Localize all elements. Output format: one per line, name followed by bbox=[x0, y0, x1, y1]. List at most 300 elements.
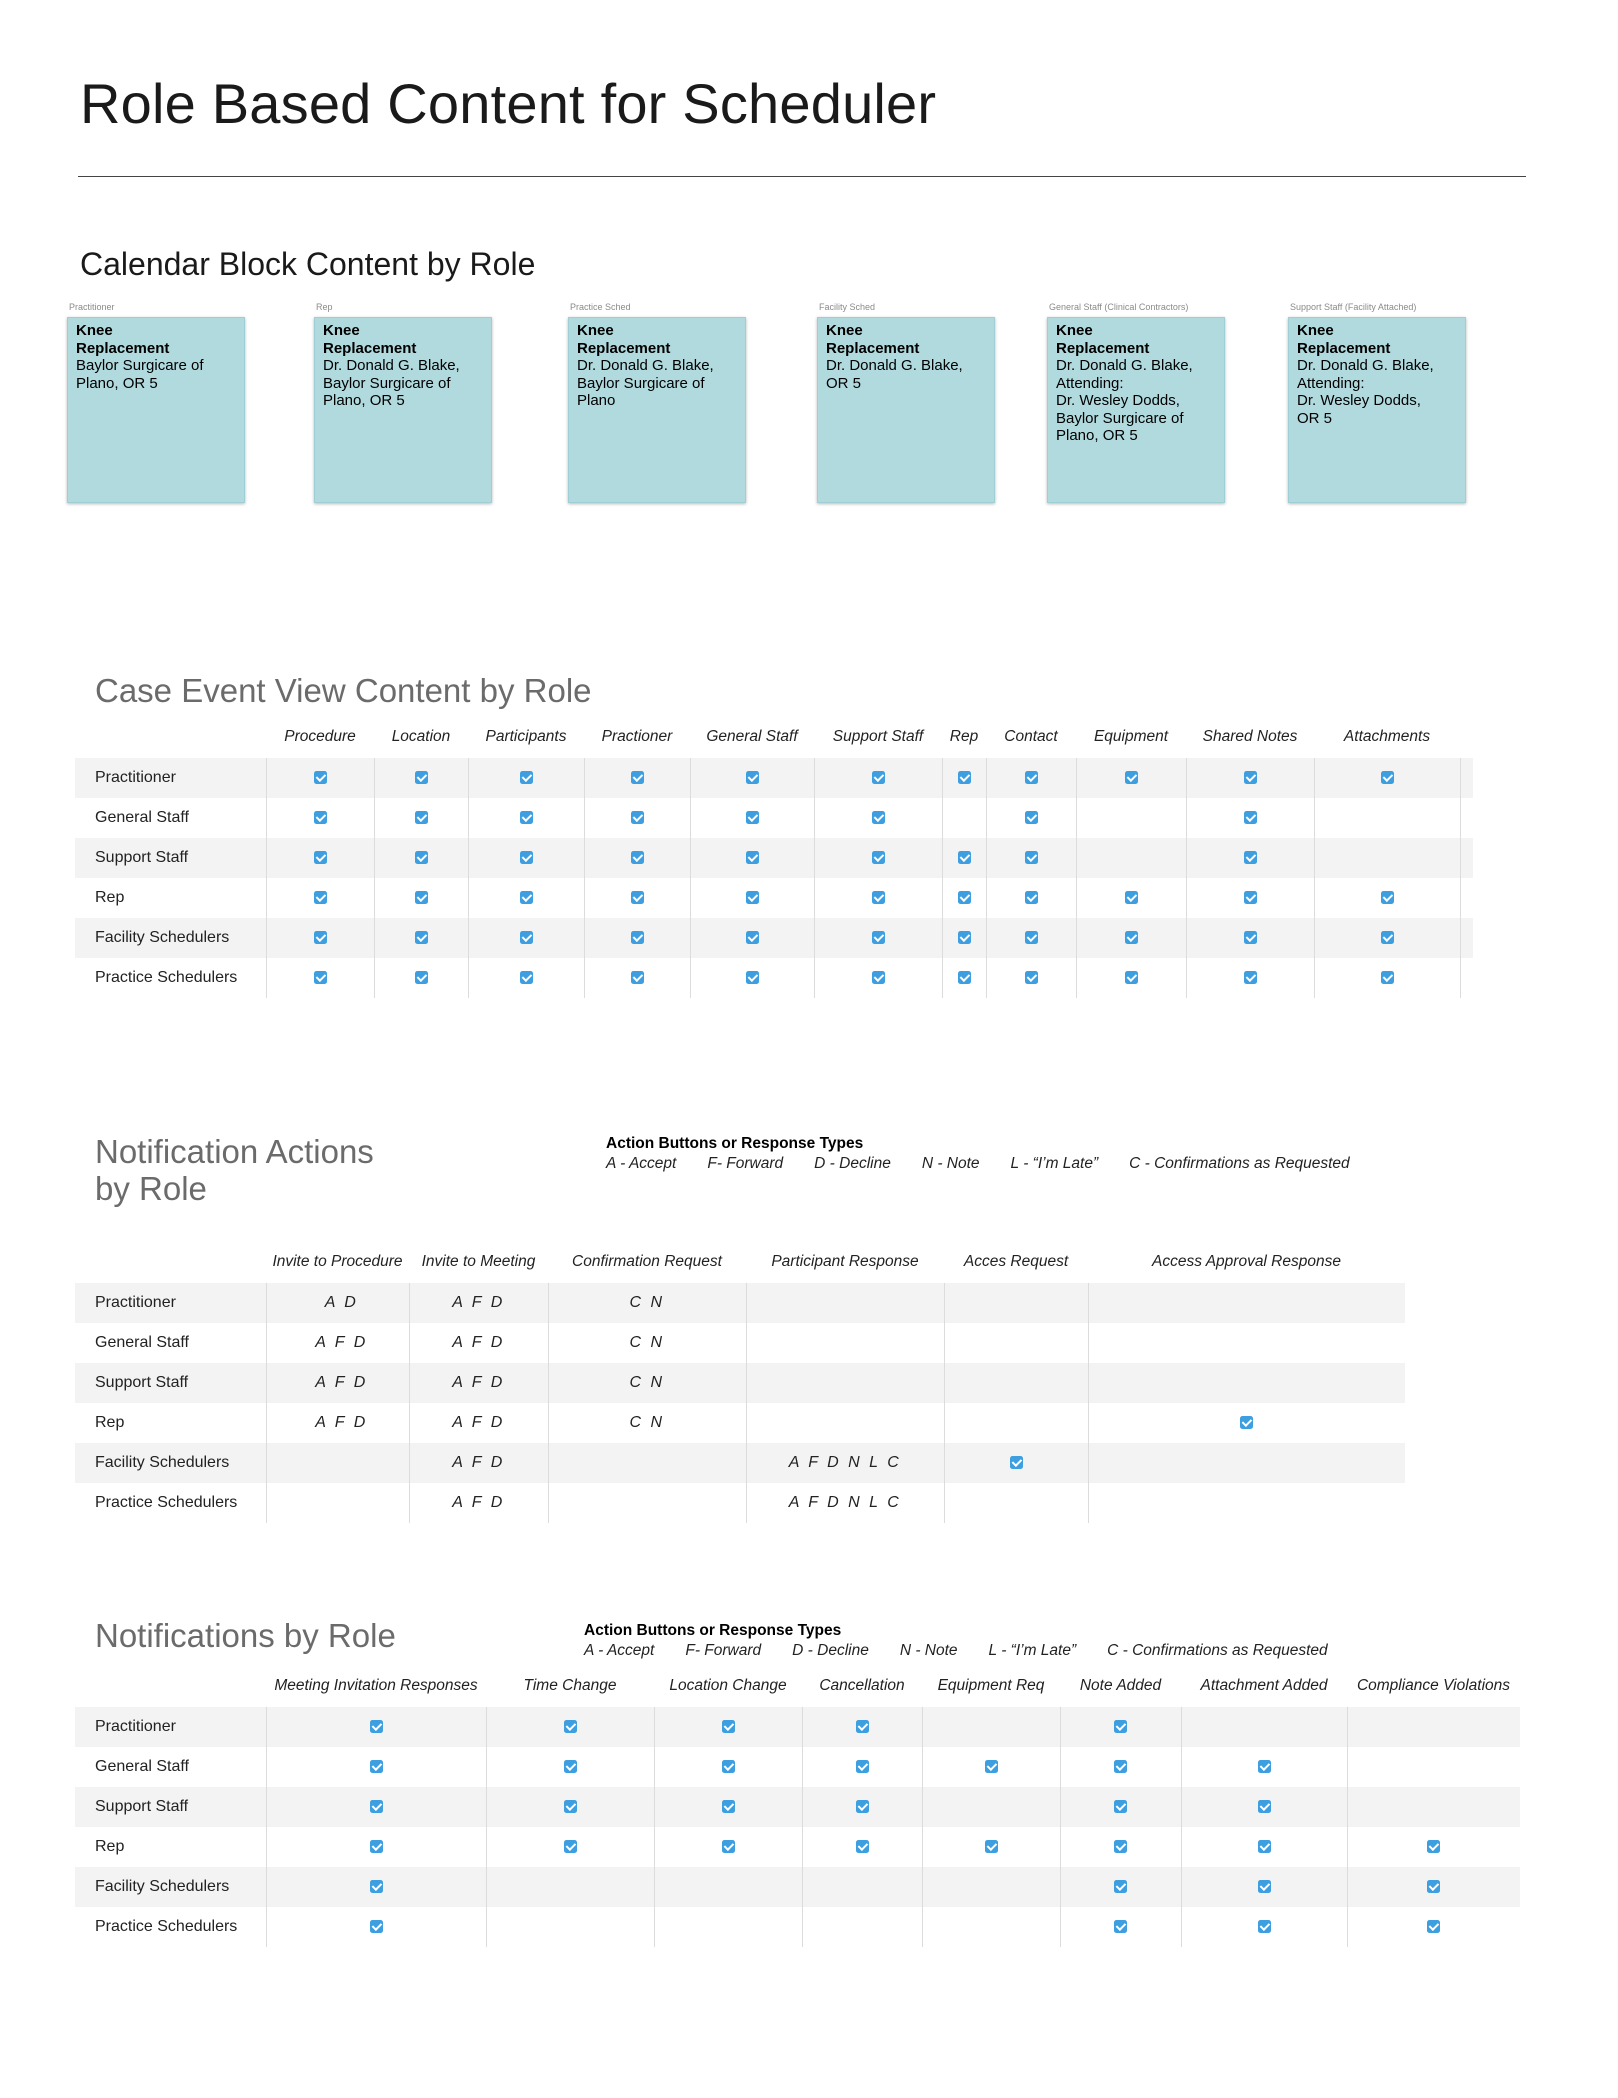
table-corner bbox=[75, 1253, 266, 1283]
card-detail-line: Dr. Wesley Dodds, bbox=[1297, 392, 1421, 409]
checkbox-icon[interactable] bbox=[1125, 891, 1138, 904]
legend-item: C - Confirmations as Requested bbox=[1129, 1155, 1350, 1172]
checkbox-icon[interactable] bbox=[314, 891, 327, 904]
table-cell bbox=[468, 878, 584, 918]
table-cell bbox=[548, 1483, 746, 1523]
table-cell bbox=[986, 798, 1076, 838]
checkbox-icon[interactable] bbox=[370, 1760, 383, 1773]
row-role-label: General Staff bbox=[95, 809, 189, 826]
table-cell bbox=[944, 1443, 1088, 1483]
checkbox-icon[interactable] bbox=[415, 931, 428, 944]
card-detail-line: Attending: bbox=[1297, 374, 1365, 392]
table-cell bbox=[814, 798, 942, 838]
action-codes: A F D bbox=[266, 1403, 409, 1443]
card-detail-line: Plano, OR 5 bbox=[1056, 427, 1138, 444]
table-cell bbox=[802, 1827, 922, 1867]
checkbox-icon[interactable] bbox=[1427, 1840, 1440, 1853]
checkbox-icon[interactable] bbox=[856, 1760, 869, 1773]
table-row bbox=[75, 1907, 1520, 1947]
action-codes: A D bbox=[266, 1283, 409, 1323]
checkbox-icon[interactable] bbox=[1025, 851, 1038, 864]
card-detail-line: Baylor Surgicare of bbox=[1056, 409, 1184, 427]
checkbox-icon[interactable] bbox=[1010, 1456, 1023, 1469]
notification-actions-heading-line2: by Role bbox=[95, 1170, 207, 1208]
row-role-label: Practitioner bbox=[75, 1707, 266, 1747]
calendar-block[interactable] bbox=[314, 317, 492, 503]
table-cell bbox=[746, 1403, 944, 1443]
checkbox-icon[interactable] bbox=[1244, 931, 1257, 944]
table-cell bbox=[266, 1443, 409, 1483]
checkbox-icon[interactable] bbox=[1025, 971, 1038, 984]
calendar-section-heading: Calendar Block Content by Role bbox=[80, 246, 536, 282]
card-title: Replacement bbox=[323, 339, 417, 357]
checkbox-icon[interactable] bbox=[1125, 931, 1138, 944]
table-cell bbox=[690, 918, 814, 958]
action-codes: A F D bbox=[409, 1403, 548, 1443]
action-codes: A F D N L C bbox=[746, 1443, 944, 1483]
card-role-label: Practitioner bbox=[69, 302, 115, 312]
checkbox-icon[interactable] bbox=[746, 971, 759, 984]
table-cell bbox=[584, 798, 690, 838]
row-role-label: Practice Schedulers bbox=[95, 1494, 238, 1511]
checkbox-icon[interactable] bbox=[564, 1720, 577, 1733]
table-cell bbox=[266, 1827, 486, 1867]
table-cell bbox=[1088, 1363, 1405, 1403]
checkbox-icon[interactable] bbox=[872, 891, 885, 904]
table-cell bbox=[1181, 1707, 1347, 1747]
table-cell bbox=[746, 1283, 944, 1323]
checkbox-icon[interactable] bbox=[722, 1720, 735, 1733]
table-cell bbox=[1181, 1907, 1347, 1947]
checkbox-icon[interactable] bbox=[958, 891, 971, 904]
table-cell bbox=[1088, 1403, 1405, 1443]
legend-item: D - Decline bbox=[814, 1155, 891, 1172]
checkbox-icon[interactable] bbox=[746, 891, 759, 904]
table-cell bbox=[266, 1483, 409, 1523]
calendar-block[interactable] bbox=[1047, 317, 1225, 503]
checkbox-icon[interactable] bbox=[564, 1840, 577, 1853]
table-cell bbox=[814, 838, 942, 878]
row-role-label: Rep bbox=[95, 889, 125, 906]
calendar-block[interactable] bbox=[568, 317, 746, 503]
checkbox-icon[interactable] bbox=[1114, 1720, 1127, 1733]
checkbox-icon[interactable] bbox=[746, 811, 759, 824]
checkbox-icon[interactable] bbox=[415, 771, 428, 784]
checkbox-icon[interactable] bbox=[415, 891, 428, 904]
page-title: Role Based Content for Scheduler bbox=[80, 72, 937, 135]
checkbox-icon[interactable] bbox=[872, 811, 885, 824]
checkbox-icon[interactable] bbox=[722, 1760, 735, 1773]
notification-actions-heading bbox=[95, 1133, 374, 1208]
card-detail-line: OR 5 bbox=[1297, 409, 1333, 427]
table-cell bbox=[802, 1907, 922, 1947]
column-header-acces-request: Acces Request bbox=[963, 1253, 1069, 1270]
table-cell bbox=[584, 918, 690, 958]
table-cell bbox=[802, 1867, 922, 1907]
card-title: Knee bbox=[826, 322, 863, 339]
table-row bbox=[75, 878, 1473, 918]
checkbox-icon[interactable] bbox=[1114, 1880, 1127, 1893]
table-cell bbox=[654, 1907, 802, 1947]
table-cell bbox=[266, 838, 374, 878]
column-header-equipment-req: Equipment Req bbox=[937, 1677, 1045, 1694]
table-row bbox=[75, 758, 1473, 798]
card-detail-line: Dr. Donald G. Blake, bbox=[1056, 357, 1193, 374]
checkbox-icon[interactable] bbox=[1381, 971, 1394, 984]
table-row bbox=[75, 1443, 1405, 1483]
table-corner bbox=[75, 728, 266, 758]
column-header-attachment-added: Attachment Added bbox=[1200, 1677, 1328, 1694]
table-cell bbox=[944, 1323, 1088, 1363]
table-row bbox=[75, 1483, 1405, 1523]
table-cell bbox=[1060, 1747, 1181, 1787]
checkbox-icon[interactable] bbox=[520, 851, 533, 864]
case-event-heading: Case Event View Content by Role bbox=[95, 672, 592, 709]
table-row bbox=[75, 1363, 1405, 1403]
row-role-label: Facility Schedulers bbox=[75, 1867, 266, 1907]
checkbox-icon[interactable] bbox=[631, 811, 644, 824]
card-role-label: Support Staff (Facility Attached) bbox=[1290, 302, 1417, 312]
checkbox-icon[interactable] bbox=[1258, 1920, 1271, 1933]
table-cell bbox=[654, 1867, 802, 1907]
card-detail-line: Dr. Wesley Dodds, bbox=[1056, 392, 1180, 409]
column-header-equipment: Equipment bbox=[1093, 728, 1169, 745]
table-cell bbox=[1314, 958, 1460, 998]
table-cell bbox=[944, 1483, 1088, 1523]
checkbox-icon[interactable] bbox=[1114, 1760, 1127, 1773]
table-cell bbox=[374, 798, 468, 838]
checkbox-icon[interactable] bbox=[1427, 1920, 1440, 1933]
table-row bbox=[75, 838, 1473, 878]
table-cell bbox=[944, 1363, 1088, 1403]
checkbox-icon[interactable] bbox=[520, 931, 533, 944]
table-cell bbox=[986, 838, 1076, 878]
calendar-card-facility-sched[interactable] bbox=[817, 302, 997, 503]
checkbox-icon[interactable] bbox=[746, 771, 759, 784]
column-header-shared-notes: Shared Notes bbox=[1202, 728, 1298, 745]
table-cell bbox=[922, 1867, 1060, 1907]
table-cell bbox=[1186, 798, 1314, 838]
checkbox-icon[interactable] bbox=[1114, 1840, 1127, 1853]
table-row bbox=[75, 958, 1473, 998]
action-codes: C N bbox=[548, 1403, 746, 1443]
checkbox-icon[interactable] bbox=[520, 891, 533, 904]
row-role-label: General Staff bbox=[95, 1334, 189, 1351]
table-cell bbox=[266, 1787, 486, 1827]
table-cell bbox=[1314, 758, 1460, 798]
table-cell bbox=[1347, 1787, 1520, 1827]
table-cell bbox=[486, 1787, 654, 1827]
action-codes: C N bbox=[548, 1283, 746, 1323]
table-cell bbox=[802, 1707, 922, 1747]
checkbox-icon[interactable] bbox=[1258, 1760, 1271, 1773]
table-cell bbox=[986, 918, 1076, 958]
card-detail-line: OR 5 bbox=[826, 374, 862, 392]
table-row bbox=[75, 1283, 1405, 1323]
column-header-invite-to-procedure: Invite to Procedure bbox=[272, 1253, 403, 1270]
checkbox-icon[interactable] bbox=[314, 811, 327, 824]
checkbox-icon[interactable] bbox=[958, 931, 971, 944]
table-cell bbox=[266, 1707, 486, 1747]
checkbox-icon[interactable] bbox=[631, 931, 644, 944]
checkbox-icon[interactable] bbox=[1258, 1880, 1271, 1893]
action-codes: A F D N L C bbox=[746, 1483, 944, 1523]
checkbox-icon[interactable] bbox=[520, 771, 533, 784]
table-cell bbox=[1088, 1483, 1405, 1523]
table-cell bbox=[942, 918, 986, 958]
checkbox-icon[interactable] bbox=[872, 931, 885, 944]
checkbox-icon[interactable] bbox=[958, 771, 971, 784]
table-cell bbox=[266, 958, 374, 998]
table-cell bbox=[942, 838, 986, 878]
checkbox-icon[interactable] bbox=[370, 1920, 383, 1933]
checkbox-icon[interactable] bbox=[314, 971, 327, 984]
action-legend bbox=[606, 1135, 1381, 1173]
card-detail-line: Attending: bbox=[1056, 374, 1124, 392]
column-header-rep: Rep bbox=[949, 728, 979, 745]
row-role-label: Rep bbox=[95, 1838, 125, 1855]
table-cell bbox=[814, 958, 942, 998]
checkbox-icon[interactable] bbox=[1240, 1416, 1253, 1429]
action-codes: A F D bbox=[409, 1363, 548, 1403]
table-cell bbox=[942, 958, 986, 998]
table-cell bbox=[654, 1827, 802, 1867]
table-cell bbox=[1076, 758, 1186, 798]
checkbox-icon[interactable] bbox=[314, 851, 327, 864]
checkbox-icon[interactable] bbox=[1244, 771, 1257, 784]
legend-items bbox=[606, 1155, 1381, 1173]
legend-items bbox=[584, 1642, 1359, 1660]
checkbox-icon[interactable] bbox=[1258, 1800, 1271, 1813]
column-header-access-approval-response: Access Approval Response bbox=[1152, 1253, 1341, 1270]
calendar-card-practice-sched[interactable] bbox=[568, 302, 748, 503]
checkbox-icon[interactable] bbox=[872, 971, 885, 984]
table-cell bbox=[548, 1443, 746, 1483]
table-cell bbox=[1060, 1827, 1181, 1867]
checkbox-icon[interactable] bbox=[872, 771, 885, 784]
checkbox-icon[interactable] bbox=[1125, 971, 1138, 984]
column-header-practioner: Practioner bbox=[601, 728, 673, 745]
checkbox-icon[interactable] bbox=[1381, 931, 1394, 944]
table-cell bbox=[942, 878, 986, 918]
checkbox-icon[interactable] bbox=[958, 971, 971, 984]
checkbox-icon[interactable] bbox=[722, 1840, 735, 1853]
table-cell bbox=[266, 878, 374, 918]
checkbox-icon[interactable] bbox=[415, 971, 428, 984]
checkbox-icon[interactable] bbox=[1025, 771, 1038, 784]
checkbox-icon[interactable] bbox=[856, 1720, 869, 1733]
checkbox-icon[interactable] bbox=[1244, 851, 1257, 864]
table-cell-spacer bbox=[1460, 798, 1473, 838]
card-role-label: Rep bbox=[316, 302, 333, 312]
table-cell bbox=[802, 1787, 922, 1827]
table-cell bbox=[374, 958, 468, 998]
row-role-label: Facility Schedulers bbox=[75, 1443, 266, 1483]
checkbox-icon[interactable] bbox=[1381, 891, 1394, 904]
checkbox-icon[interactable] bbox=[520, 811, 533, 824]
table-cell bbox=[266, 798, 374, 838]
table-cell bbox=[690, 838, 814, 878]
checkbox-icon[interactable] bbox=[314, 771, 327, 784]
checkbox-icon[interactable] bbox=[631, 851, 644, 864]
checkbox-icon[interactable] bbox=[1258, 1840, 1271, 1853]
card-detail-line: Plano, OR 5 bbox=[323, 392, 405, 409]
table-cell bbox=[266, 1747, 486, 1787]
card-role-label: Practice Sched bbox=[570, 302, 631, 312]
table-cell bbox=[1088, 1443, 1405, 1483]
table-cell bbox=[690, 798, 814, 838]
calendar-block[interactable] bbox=[817, 317, 995, 503]
checkbox-icon[interactable] bbox=[314, 931, 327, 944]
table-cell bbox=[922, 1707, 1060, 1747]
legend-item: L - “I’m Late” bbox=[988, 1642, 1077, 1659]
checkbox-icon[interactable] bbox=[370, 1880, 383, 1893]
table-cell bbox=[1347, 1707, 1520, 1747]
table-cell bbox=[922, 1827, 1060, 1867]
table-cell bbox=[986, 758, 1076, 798]
checkbox-icon[interactable] bbox=[415, 851, 428, 864]
card-detail-line: Baylor Surgicare of bbox=[577, 374, 705, 392]
table-row bbox=[75, 1403, 1405, 1443]
calendar-block[interactable] bbox=[1288, 317, 1466, 503]
checkbox-icon[interactable] bbox=[1244, 811, 1257, 824]
table-cell bbox=[486, 1707, 654, 1747]
table-cell bbox=[1088, 1283, 1405, 1323]
column-header-confirmation-request: Confirmation Request bbox=[572, 1253, 722, 1270]
calendar-card-support-staff-facility-attached[interactable] bbox=[1288, 302, 1468, 503]
legend-item: A - Accept bbox=[606, 1155, 677, 1172]
table-cell bbox=[942, 798, 986, 838]
checkbox-icon[interactable] bbox=[370, 1720, 383, 1733]
card-role-label: Facility Sched bbox=[819, 302, 876, 312]
calendar-block[interactable] bbox=[67, 317, 245, 503]
case-event-table bbox=[75, 728, 1473, 998]
calendar-card-general-staff-clinical-contractors[interactable] bbox=[1047, 302, 1227, 503]
table-cell bbox=[654, 1787, 802, 1827]
checkbox-icon[interactable] bbox=[746, 931, 759, 944]
table-row bbox=[75, 1707, 1520, 1747]
action-codes: C N bbox=[548, 1363, 746, 1403]
table-cell bbox=[486, 1827, 654, 1867]
legend-item: N - Note bbox=[921, 1155, 980, 1172]
checkbox-icon[interactable] bbox=[1025, 931, 1038, 944]
table-cell bbox=[1060, 1907, 1181, 1947]
checkbox-icon[interactable] bbox=[520, 971, 533, 984]
table-cell bbox=[468, 958, 584, 998]
checkbox-icon[interactable] bbox=[631, 971, 644, 984]
column-header-cancellation: Cancellation bbox=[819, 1677, 905, 1694]
checkbox-icon[interactable] bbox=[631, 771, 644, 784]
table-cell bbox=[1347, 1747, 1520, 1787]
checkbox-icon[interactable] bbox=[1427, 1880, 1440, 1893]
checkbox-icon[interactable] bbox=[1025, 891, 1038, 904]
table-cell bbox=[1181, 1787, 1347, 1827]
legend-item: F- Forward bbox=[685, 1642, 762, 1659]
card-detail-line: Dr. Donald G. Blake, bbox=[1297, 357, 1434, 374]
table-row bbox=[75, 1867, 1520, 1907]
table-cell bbox=[1314, 878, 1460, 918]
table-cell bbox=[746, 1323, 944, 1363]
checkbox-icon[interactable] bbox=[631, 891, 644, 904]
table-cell bbox=[1186, 918, 1314, 958]
table-row bbox=[75, 918, 1473, 958]
table-cell bbox=[374, 918, 468, 958]
checkbox-icon[interactable] bbox=[1244, 971, 1257, 984]
table-cell bbox=[486, 1867, 654, 1907]
table-cell bbox=[266, 1867, 486, 1907]
column-header-invite-to-meeting: Invite to Meeting bbox=[421, 1253, 536, 1270]
checkbox-icon[interactable] bbox=[985, 1840, 998, 1853]
checkbox-icon[interactable] bbox=[564, 1800, 577, 1813]
legend-item: F- Forward bbox=[707, 1155, 784, 1172]
table-cell bbox=[1076, 838, 1186, 878]
table-cell bbox=[746, 1363, 944, 1403]
checkbox-icon[interactable] bbox=[856, 1840, 869, 1853]
table-cell bbox=[468, 798, 584, 838]
row-role-label: Practitioner bbox=[75, 758, 266, 798]
checkbox-icon[interactable] bbox=[415, 811, 428, 824]
column-header-procedure: Procedure bbox=[284, 728, 356, 745]
checkbox-icon[interactable] bbox=[958, 851, 971, 864]
table-cell bbox=[1181, 1867, 1347, 1907]
checkbox-icon[interactable] bbox=[746, 851, 759, 864]
checkbox-icon[interactable] bbox=[985, 1760, 998, 1773]
table-cell bbox=[1076, 878, 1186, 918]
table-cell bbox=[986, 878, 1076, 918]
table-cell bbox=[266, 758, 374, 798]
checkbox-icon[interactable] bbox=[1244, 891, 1257, 904]
calendar-card-practitioner[interactable] bbox=[67, 302, 247, 503]
row-role-label: Practice Schedulers bbox=[95, 1918, 238, 1935]
table-cell bbox=[468, 918, 584, 958]
table-cell bbox=[1347, 1867, 1520, 1907]
notification-actions-heading-line1: Notification Actions bbox=[95, 1133, 374, 1170]
table-cell bbox=[1060, 1707, 1181, 1747]
table-cell bbox=[468, 758, 584, 798]
table-cell bbox=[1060, 1867, 1181, 1907]
checkbox-icon[interactable] bbox=[1381, 771, 1394, 784]
action-codes: A F D bbox=[409, 1443, 548, 1483]
calendar-card-rep[interactable] bbox=[314, 302, 494, 503]
card-detail-line: Plano bbox=[577, 392, 616, 409]
checkbox-icon[interactable] bbox=[722, 1800, 735, 1813]
row-role-label: Support Staff bbox=[75, 1787, 266, 1827]
table-corner bbox=[75, 1677, 266, 1707]
table-cell-spacer bbox=[1460, 758, 1473, 798]
checkbox-icon[interactable] bbox=[1114, 1920, 1127, 1933]
checkbox-icon[interactable] bbox=[370, 1800, 383, 1813]
table-cell bbox=[690, 758, 814, 798]
checkbox-icon[interactable] bbox=[1125, 771, 1138, 784]
table-cell bbox=[1347, 1827, 1520, 1867]
table-row bbox=[75, 1323, 1405, 1363]
table-cell-spacer bbox=[1460, 878, 1473, 918]
table-cell bbox=[1076, 918, 1186, 958]
card-title: Replacement bbox=[1297, 339, 1391, 357]
checkbox-icon[interactable] bbox=[1025, 811, 1038, 824]
table-cell bbox=[266, 918, 374, 958]
legend-title: Action Buttons or Response Types bbox=[584, 1622, 842, 1639]
table-cell bbox=[374, 838, 468, 878]
table-cell bbox=[584, 878, 690, 918]
checkbox-icon[interactable] bbox=[564, 1760, 577, 1773]
checkbox-icon[interactable] bbox=[1114, 1800, 1127, 1813]
column-header-compliance-violations: Compliance Violations bbox=[1356, 1677, 1511, 1694]
table-cell bbox=[814, 758, 942, 798]
checkbox-icon[interactable] bbox=[370, 1840, 383, 1853]
checkbox-icon[interactable] bbox=[856, 1800, 869, 1813]
checkbox-icon[interactable] bbox=[872, 851, 885, 864]
